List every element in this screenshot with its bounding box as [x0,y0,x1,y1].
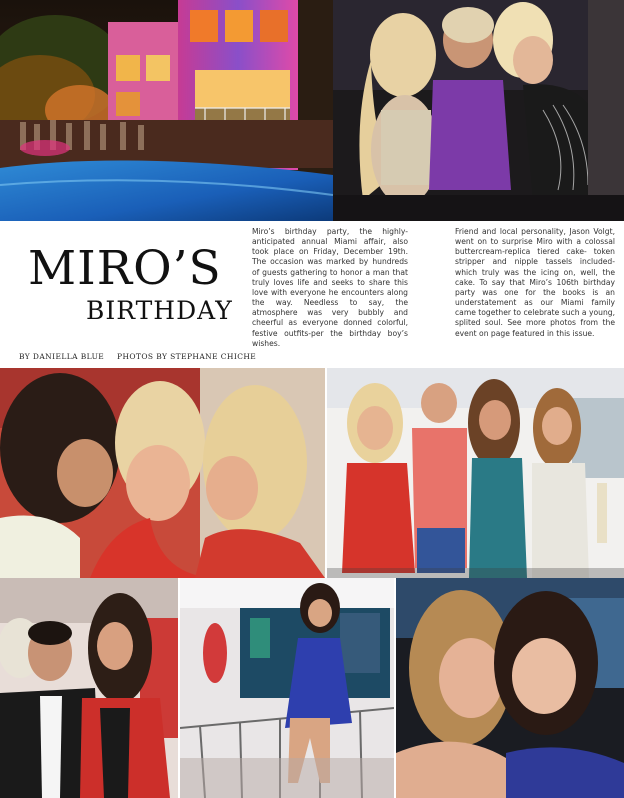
article-body-column-2: Friend and local personality, Jason Volgt, went on to surprise Miro with a colossal buttercream-replica tiered cake- token stripper and nipple tassels included- which truly was the icing on, well, the cake. To say that Miro’s 106th birthday party was one for the books is an understatement as our Miami family came together to celebrate such a young, splited soul. See more photos from the event on page featured in this issue. [455,227,615,338]
photo-two-women [396,578,624,798]
article-header [0,221,624,368]
photo-kiss-purple-shirt [333,0,624,221]
photo-group-four [327,368,624,578]
article-body-column-1: Miro’s birthday party, the highly-anticipated annual Miami affair, also took place on Friday, December 19th. The occasion was marked by hundreds of guests gathering to honor a man that truly loves life and seeks to share this love with everyone he encounters along the way. Needless to say, the atmosphere was very bubbly and cheerful as everyone donned colorful, festive outfits-per the birthday boy’s wishes. [252,227,408,348]
photo-blue-sequin-dress [180,578,394,798]
author-byline: BY DANIELLA BLUE [19,352,105,361]
photo-pool-party-house [0,0,333,221]
photo-three-women-kiss [0,368,325,578]
article-subtitle: BIRTHDAY [86,296,233,325]
article-title: MIRO’S [28,241,222,296]
photo-credit: PHOTOS BY STEPHANE CHICHE [117,352,257,361]
photo-couple [0,578,178,798]
